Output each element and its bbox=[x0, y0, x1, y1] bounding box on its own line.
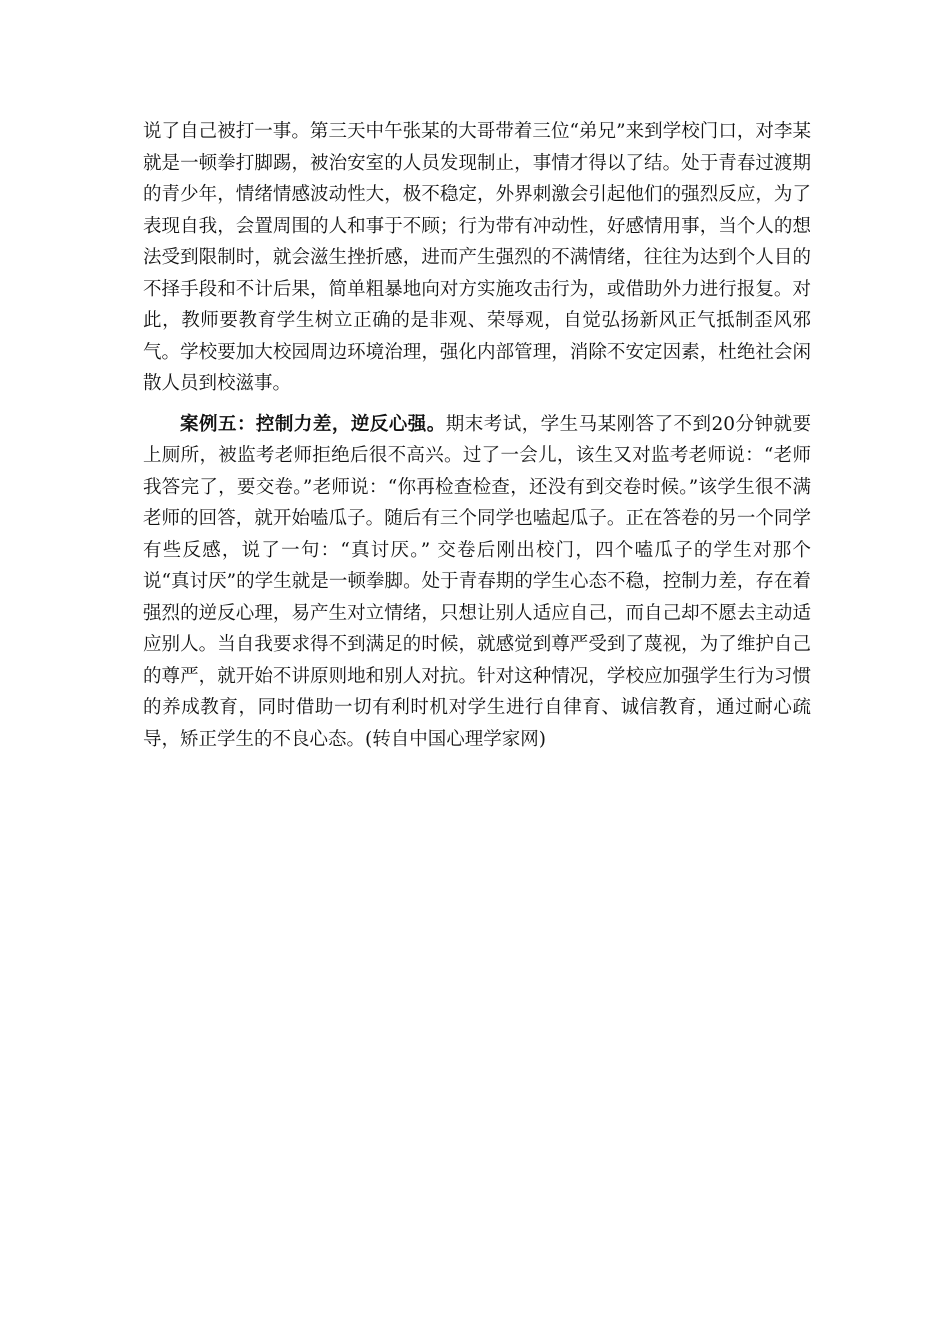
document-body bbox=[143, 116, 811, 755]
case-five-heading: 案例五：控制力差，逆反心强。 bbox=[180, 413, 446, 435]
paragraph-case-four-continuation bbox=[143, 116, 811, 400]
paragraph-text: 期末考试，学生马某刚答了不到20分钟就要上厕所，被监考老师拒绝后很不高兴。过了一会儿，该生又对监考老师说：“老师我答完了，要交卷。”老师说：“你再检查检查，还没有到交卷时候。”该学生很不满老师的回答，就开始嗑瓜子。随后有三个同学也嗑起瓜子。正在答卷的另一个同学有些反感，说了一句：“真讨厌。” 交卷后刚出校门，四个嗑瓜子的学生对那个说“真讨厌”的学生就是一顿拳脚。处于青春期的学生心态不稳，控制力差，存在着强烈的逆反心理，易产生对立情绪，只想让别人适应自己，而自己却不愿去主动适应别人。当自我要求得不到满足的时候，就感觉到尊严受到了蔑视，为了维护自己的尊严，就开始不讲原则地和别人对抗。针对这种情况，学校应加强学生行为习惯的养成教育，同时借助一切有利时机对学生进行自律育、诚信教育，通过耐心疏导，矫正学生的不良心态。(转自中国心理学家网) bbox=[143, 413, 811, 750]
paragraph-case-five bbox=[143, 409, 811, 756]
paragraph-text: 说了自己被打一事。第三天中午张某的大哥带着三位“弟兄”来到学校门口，对李某就是一顿拳打脚踢，被治安室的人员发现制止，事情才得以了结。处于青春过渡期的青少年，情绪情感波动性大，极不稳定，外界刺激会引起他们的强烈反应，为了表现自我，会置周围的人和事于不顾；行为带有冲动性，好感情用事，当个人的想法受到限制时，就会滋生挫折感，进而产生强烈的不满情绪，往往为达到个人目的不择手段和不计后果，简单粗暴地向对方实施攻击行为，或借助外力进行报复。对此，教师要教育学生树立正确的是非观、荣辱观，自觉弘扬新风正气抵制歪风邪气。学校要加大校园周边环境治理，强化内部管理，消除不安定因素，杜绝社会闲散人员到校滋事。 bbox=[143, 121, 811, 394]
